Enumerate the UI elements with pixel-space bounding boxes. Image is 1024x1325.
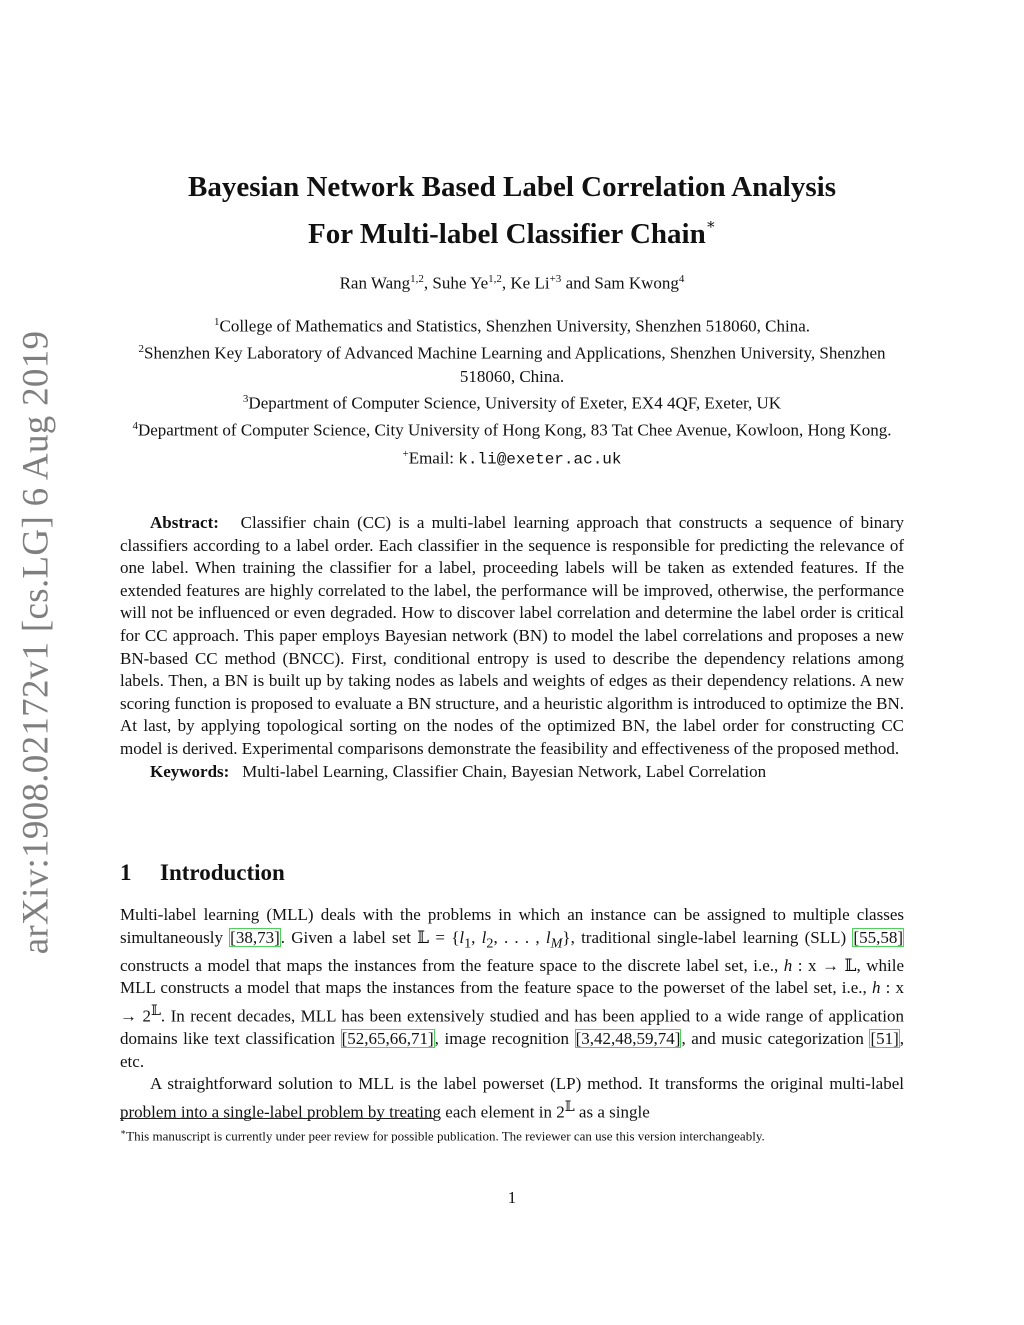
author-name: Suhe Ye	[432, 273, 489, 293]
affiliation-list	[110, 311, 914, 471]
citation-link[interactable]: [52,65,66,71]	[341, 1029, 434, 1049]
title-line-1: Bayesian Network Based Label Correlation Analysis	[188, 171, 836, 203]
title-line-2: For Multi-label Classifier Chain∗	[308, 217, 716, 250]
citation-link[interactable]: [38,73]	[230, 927, 280, 947]
keywords	[120, 761, 904, 784]
footnote-text: This manuscript is currently under peer review for possible publication. The reviewer can use this version interchangeably.	[126, 1128, 765, 1144]
citation-link[interactable]: [51]	[870, 1029, 899, 1049]
section-number: 1	[120, 860, 132, 885]
citation-link[interactable]: [3,42,48,59,74]	[575, 1029, 681, 1049]
footnote	[120, 1124, 904, 1144]
author-separator: ,	[501, 273, 511, 293]
affiliation: $^4$Department of Computer Science, City University of Hong Kong, 83 Tat Chee Avenue, Kowloon, Hong Kong.	[132, 420, 892, 440]
author-list	[100, 268, 924, 295]
arxiv-identifier: arXiv:1908.02172v1 [cs.LG] 6 Aug 2019	[15, 330, 57, 954]
section-heading-introduction	[120, 858, 285, 888]
abstract-label: Abstract:	[150, 513, 219, 532]
author-separator: ,	[423, 273, 433, 293]
contact-email: +Email: k.li@exeter.ac.uk	[402, 447, 622, 469]
keywords-text: Multi-label Learning, Classifier Chain, Bayesian Network, Label Correlation	[242, 761, 767, 781]
citation-link[interactable]: [55,58]	[853, 927, 903, 947]
author-separator: and	[561, 273, 595, 293]
author-name: Ke Li	[510, 273, 550, 293]
affiliation: $^1$College of Mathematics and Statistics, Shenzhen University, Shenzhen 518060, China.	[214, 316, 810, 336]
author-affil-mark: 1,2	[488, 273, 502, 285]
keywords-label: Keywords:	[150, 761, 230, 781]
author-name: Sam Kwong	[594, 273, 679, 293]
affiliation: $^2$Shenzhen Key Laboratory of Advanced Machine Learning and Applications, Shenzhen University, Shenzhen 518060, China.	[138, 343, 886, 386]
footnote-mark: ∗	[120, 1127, 127, 1137]
author-affil-mark: 4	[678, 273, 685, 285]
section-title: Introduction	[160, 860, 285, 885]
paper-title	[100, 168, 924, 253]
affiliation: $^3$Department of Computer Science, University of Exeter, EX4 4QF, Exeter, UK	[242, 393, 782, 413]
introduction-body	[120, 904, 904, 1124]
arxiv-sidebar-stamp	[4, 330, 68, 954]
author-affil-mark: 1,2	[410, 273, 424, 285]
intro-paragraph-1: Multi-label learning (MLL) deals with the problems in which an instance can be assigned to multiple classes simultaneously [38,73]. Given a label set 𝕃 = {$l_1$, $l_2$, . . . , $l_M$}, traditional single-label learning (SLL) [55,58] constructs a model that maps the instances from the feature space to the discrete label set, i.e., h : x → 𝕃, while MLL constructs a model that maps the instances from the feature space to the powerset of the label set, i.e., h : $x \to 2^𝕃$. In recent decades, MLL has been extensively studied and has been applied to a wide range of application domains like text classification [52,65,66,71], image recognition [3,42,48,59,74], and music categorization [51], etc.	[120, 905, 905, 1071]
footnote-divider	[120, 1118, 434, 1119]
abstract-text: Classifier chain (CC) is a multi-label learning approach that constructs a sequence of binary classifiers according to a label order. Each classifier in the sequence is responsible for predicting the relevance of one label. When training the classifier for a label, proceeding labels will be taken as extended features. If the extended features are highly correlated to the label, the performance will be improved, otherwise, the performance will not be influenced or even degraded. How to discover label correlation and determine the label order is critical for CC approach. This paper employs Bayesian network (BN) to model the label correlations and proposes a new BN-based CC method (BNCC). First, conditional entropy is used to describe the dependency relations among labels. Then, a BN is built up by taking nodes as labels and weights of edges as their dependency relations. A new scoring function is proposed to evaluate a BN structure, and a heuristic algorithm is introduced to optimize the BN. At last, by applying topological sorting on the nodes of the optimized BN, the label order for constructing CC model is derived. Experimental comparisons demonstrate the feasibility and effectiveness of the proposed method.	[120, 513, 905, 758]
author-affil-mark: +3	[549, 273, 562, 285]
intro-paragraph-2: A straightforward solution to MLL is the label powerset (LP) method. It transforms the original multi-label problem into a single-label problem by treating each element in $2^𝕃$ as a single	[120, 1074, 904, 1122]
email-address[interactable]: k.li@exeter.ac.uk	[458, 450, 622, 469]
title-footnote-mark: ∗	[705, 217, 716, 233]
abstract	[120, 512, 904, 783]
author-name: Ran Wang	[339, 273, 411, 293]
page-number: 1	[507, 1188, 517, 1207]
abstract-paragraph	[120, 512, 904, 761]
